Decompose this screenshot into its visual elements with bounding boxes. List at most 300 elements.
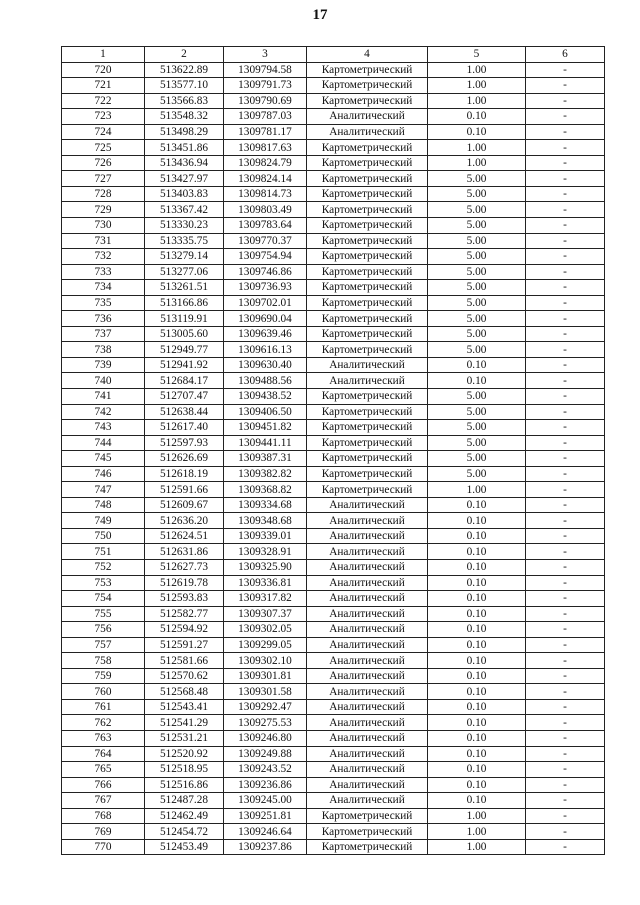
cell-y-coordinate: 1309814.73: [224, 186, 307, 202]
cell-note: -: [526, 668, 605, 684]
cell-method: Аналитический: [307, 668, 428, 684]
cell-method: Аналитический: [307, 109, 428, 125]
cell-point-number: 727: [62, 171, 145, 187]
cell-note: -: [526, 497, 605, 513]
cell-note: -: [526, 404, 605, 420]
table-row: [62, 731, 605, 747]
cell-note: -: [526, 482, 605, 498]
cell-point-number: 770: [62, 839, 145, 855]
cell-point-number: 750: [62, 528, 145, 544]
cell-accuracy: 1.00: [428, 808, 526, 824]
cell-point-number: 759: [62, 668, 145, 684]
cell-accuracy: 1.00: [428, 93, 526, 109]
cell-point-number: 763: [62, 731, 145, 747]
cell-note: -: [526, 637, 605, 653]
cell-note: -: [526, 280, 605, 296]
cell-note: -: [526, 186, 605, 202]
cell-point-number: 721: [62, 78, 145, 94]
cell-point-number: 764: [62, 746, 145, 762]
cell-method: Аналитический: [307, 528, 428, 544]
table-row: [62, 560, 605, 576]
cell-method: Аналитический: [307, 497, 428, 513]
table-row: [62, 93, 605, 109]
cell-method: Аналитический: [307, 637, 428, 653]
cell-point-number: 726: [62, 155, 145, 171]
cell-accuracy: 0.10: [428, 793, 526, 809]
cell-method: Аналитический: [307, 357, 428, 373]
cell-point-number: 760: [62, 684, 145, 700]
cell-accuracy: 0.10: [428, 762, 526, 778]
table-row: [62, 793, 605, 809]
cell-x-coordinate: 512568.48: [145, 684, 224, 700]
cell-note: -: [526, 606, 605, 622]
cell-y-coordinate: 1309387.31: [224, 451, 307, 467]
cell-accuracy: 0.10: [428, 560, 526, 576]
cell-y-coordinate: 1309237.86: [224, 839, 307, 855]
cell-accuracy: 5.00: [428, 404, 526, 420]
cell-note: -: [526, 78, 605, 94]
cell-accuracy: 5.00: [428, 233, 526, 249]
cell-method: Картометрический: [307, 466, 428, 482]
cell-note: -: [526, 808, 605, 824]
cell-x-coordinate: 512516.86: [145, 777, 224, 793]
cell-x-coordinate: 512581.66: [145, 653, 224, 669]
cell-note: -: [526, 342, 605, 358]
table-row: [62, 715, 605, 731]
cell-accuracy: 0.10: [428, 544, 526, 560]
cell-y-coordinate: 1309336.81: [224, 575, 307, 591]
cell-note: -: [526, 684, 605, 700]
cell-method: Картометрический: [307, 342, 428, 358]
cell-accuracy: 5.00: [428, 435, 526, 451]
table-row: [62, 839, 605, 855]
cell-point-number: 766: [62, 777, 145, 793]
cell-point-number: 754: [62, 591, 145, 607]
cell-y-coordinate: 1309275.53: [224, 715, 307, 731]
cell-point-number: 740: [62, 373, 145, 389]
cell-method: Картометрический: [307, 295, 428, 311]
table-row: [62, 435, 605, 451]
cell-y-coordinate: 1309339.01: [224, 528, 307, 544]
cell-accuracy: 0.10: [428, 653, 526, 669]
cell-y-coordinate: 1309236.86: [224, 777, 307, 793]
cell-y-coordinate: 1309292.47: [224, 699, 307, 715]
cell-accuracy: 5.00: [428, 186, 526, 202]
cell-y-coordinate: 1309334.68: [224, 497, 307, 513]
cell-point-number: 730: [62, 217, 145, 233]
cell-note: -: [526, 653, 605, 669]
cell-y-coordinate: 1309246.64: [224, 824, 307, 840]
cell-x-coordinate: 513622.89: [145, 62, 224, 78]
table-row: [62, 155, 605, 171]
cell-y-coordinate: 1309438.52: [224, 388, 307, 404]
table-body: [62, 62, 605, 855]
cell-note: -: [526, 777, 605, 793]
cell-x-coordinate: 512949.77: [145, 342, 224, 358]
cell-note: -: [526, 388, 605, 404]
cell-method: Аналитический: [307, 575, 428, 591]
cell-accuracy: 5.00: [428, 388, 526, 404]
cell-x-coordinate: 513451.86: [145, 140, 224, 156]
cell-accuracy: 0.10: [428, 575, 526, 591]
table-row: [62, 217, 605, 233]
cell-note: -: [526, 140, 605, 156]
cell-accuracy: 5.00: [428, 280, 526, 296]
cell-point-number: 743: [62, 420, 145, 436]
coordinates-table: [61, 46, 605, 855]
cell-x-coordinate: 512543.41: [145, 699, 224, 715]
table-row: [62, 202, 605, 218]
cell-accuracy: 5.00: [428, 264, 526, 280]
cell-y-coordinate: 1309702.01: [224, 295, 307, 311]
cell-accuracy: 5.00: [428, 171, 526, 187]
cell-point-number: 737: [62, 326, 145, 342]
table-row: [62, 62, 605, 78]
cell-note: -: [526, 699, 605, 715]
cell-y-coordinate: 1309824.14: [224, 171, 307, 187]
cell-y-coordinate: 1309251.81: [224, 808, 307, 824]
cell-point-number: 758: [62, 653, 145, 669]
cell-y-coordinate: 1309302.05: [224, 622, 307, 638]
column-header-x-coordinate: 2: [145, 47, 224, 63]
cell-accuracy: 0.10: [428, 513, 526, 529]
table-row: [62, 186, 605, 202]
cell-x-coordinate: 513548.32: [145, 109, 224, 125]
cell-y-coordinate: 1309794.58: [224, 62, 307, 78]
cell-y-coordinate: 1309783.64: [224, 217, 307, 233]
cell-accuracy: 0.10: [428, 684, 526, 700]
cell-method: Аналитический: [307, 731, 428, 747]
cell-x-coordinate: 512636.20: [145, 513, 224, 529]
cell-x-coordinate: 513566.83: [145, 93, 224, 109]
table-row: [62, 622, 605, 638]
cell-note: -: [526, 373, 605, 389]
cell-accuracy: 0.10: [428, 528, 526, 544]
table-row: [62, 699, 605, 715]
cell-y-coordinate: 1309302.10: [224, 653, 307, 669]
cell-point-number: 725: [62, 140, 145, 156]
cell-method: Аналитический: [307, 124, 428, 140]
cell-point-number: 761: [62, 699, 145, 715]
cell-method: Аналитический: [307, 606, 428, 622]
cell-note: -: [526, 357, 605, 373]
cell-x-coordinate: 512618.19: [145, 466, 224, 482]
table-row: [62, 388, 605, 404]
cell-method: Аналитический: [307, 591, 428, 607]
table-row: [62, 280, 605, 296]
cell-y-coordinate: 1309441.11: [224, 435, 307, 451]
cell-note: -: [526, 93, 605, 109]
table-row: [62, 746, 605, 762]
cell-point-number: 723: [62, 109, 145, 125]
cell-method: Картометрический: [307, 249, 428, 265]
cell-accuracy: 0.10: [428, 497, 526, 513]
cell-point-number: 728: [62, 186, 145, 202]
cell-x-coordinate: 512591.27: [145, 637, 224, 653]
column-header-method: 4: [307, 47, 428, 63]
table-row: [62, 311, 605, 327]
table-row: [62, 295, 605, 311]
table-row: [62, 544, 605, 560]
cell-y-coordinate: 1309328.91: [224, 544, 307, 560]
cell-y-coordinate: 1309317.82: [224, 591, 307, 607]
cell-point-number: 738: [62, 342, 145, 358]
cell-y-coordinate: 1309790.69: [224, 93, 307, 109]
cell-point-number: 756: [62, 622, 145, 638]
cell-x-coordinate: 512638.44: [145, 404, 224, 420]
table-row: [62, 249, 605, 265]
table-row: [62, 497, 605, 513]
cell-note: -: [526, 528, 605, 544]
cell-method: Картометрический: [307, 326, 428, 342]
cell-method: Аналитический: [307, 373, 428, 389]
cell-method: Аналитический: [307, 715, 428, 731]
cell-y-coordinate: 1309249.88: [224, 746, 307, 762]
cell-point-number: 731: [62, 233, 145, 249]
cell-x-coordinate: 513427.97: [145, 171, 224, 187]
cell-point-number: 722: [62, 93, 145, 109]
cell-accuracy: 0.10: [428, 731, 526, 747]
cell-method: Картометрический: [307, 217, 428, 233]
cell-y-coordinate: 1309824.79: [224, 155, 307, 171]
cell-y-coordinate: 1309781.17: [224, 124, 307, 140]
cell-y-coordinate: 1309406.50: [224, 404, 307, 420]
cell-point-number: 739: [62, 357, 145, 373]
cell-point-number: 729: [62, 202, 145, 218]
cell-point-number: 732: [62, 249, 145, 265]
cell-accuracy: 0.10: [428, 637, 526, 653]
table-row: [62, 606, 605, 622]
cell-note: -: [526, 622, 605, 638]
table-row: [62, 124, 605, 140]
cell-note: -: [526, 233, 605, 249]
cell-note: -: [526, 326, 605, 342]
cell-note: -: [526, 762, 605, 778]
cell-note: -: [526, 591, 605, 607]
cell-x-coordinate: 512684.17: [145, 373, 224, 389]
cell-accuracy: 0.10: [428, 715, 526, 731]
cell-point-number: 752: [62, 560, 145, 576]
cell-accuracy: 5.00: [428, 295, 526, 311]
table-row: [62, 808, 605, 824]
cell-x-coordinate: 513403.83: [145, 186, 224, 202]
cell-y-coordinate: 1309639.46: [224, 326, 307, 342]
cell-point-number: 762: [62, 715, 145, 731]
cell-note: -: [526, 544, 605, 560]
cell-note: -: [526, 217, 605, 233]
cell-y-coordinate: 1309791.73: [224, 78, 307, 94]
cell-y-coordinate: 1309301.58: [224, 684, 307, 700]
cell-method: Картометрический: [307, 808, 428, 824]
cell-y-coordinate: 1309382.82: [224, 466, 307, 482]
cell-y-coordinate: 1309787.03: [224, 109, 307, 125]
cell-y-coordinate: 1309243.52: [224, 762, 307, 778]
cell-point-number: 744: [62, 435, 145, 451]
table-row: [62, 824, 605, 840]
cell-note: -: [526, 311, 605, 327]
cell-x-coordinate: 512518.95: [145, 762, 224, 778]
cell-method: Аналитический: [307, 622, 428, 638]
cell-method: Картометрический: [307, 388, 428, 404]
cell-accuracy: 5.00: [428, 311, 526, 327]
cell-accuracy: 1.00: [428, 140, 526, 156]
cell-method: Картометрический: [307, 202, 428, 218]
cell-y-coordinate: 1309307.37: [224, 606, 307, 622]
table-row: [62, 420, 605, 436]
cell-x-coordinate: 512707.47: [145, 388, 224, 404]
cell-method: Картометрический: [307, 824, 428, 840]
table-row: [62, 171, 605, 187]
cell-accuracy: 1.00: [428, 482, 526, 498]
cell-accuracy: 0.10: [428, 124, 526, 140]
table-row: [62, 668, 605, 684]
cell-note: -: [526, 746, 605, 762]
cell-method: Картометрический: [307, 233, 428, 249]
cell-method: Картометрический: [307, 311, 428, 327]
cell-point-number: 765: [62, 762, 145, 778]
cell-method: Аналитический: [307, 684, 428, 700]
cell-y-coordinate: 1309817.63: [224, 140, 307, 156]
cell-x-coordinate: 512594.92: [145, 622, 224, 638]
table-row: [62, 513, 605, 529]
cell-note: -: [526, 62, 605, 78]
table-row: [62, 466, 605, 482]
cell-x-coordinate: 513166.86: [145, 295, 224, 311]
cell-method: Аналитический: [307, 746, 428, 762]
cell-x-coordinate: 512453.49: [145, 839, 224, 855]
cell-point-number: 724: [62, 124, 145, 140]
cell-x-coordinate: 512593.83: [145, 591, 224, 607]
cell-y-coordinate: 1309299.05: [224, 637, 307, 653]
cell-note: -: [526, 824, 605, 840]
cell-method: Аналитический: [307, 653, 428, 669]
cell-note: -: [526, 155, 605, 171]
cell-note: -: [526, 839, 605, 855]
page-number: 17: [312, 7, 328, 23]
table-row: [62, 684, 605, 700]
cell-accuracy: 5.00: [428, 342, 526, 358]
column-header-note: 6: [526, 47, 605, 63]
table-row: [62, 373, 605, 389]
cell-x-coordinate: 513436.94: [145, 155, 224, 171]
cell-accuracy: 1.00: [428, 824, 526, 840]
table-row: [62, 342, 605, 358]
table-row: [62, 264, 605, 280]
cell-note: -: [526, 420, 605, 436]
cell-point-number: 757: [62, 637, 145, 653]
cell-point-number: 745: [62, 451, 145, 467]
table-row: [62, 404, 605, 420]
cell-method: Аналитический: [307, 544, 428, 560]
column-header-y-coordinate: 3: [224, 47, 307, 63]
cell-method: Аналитический: [307, 777, 428, 793]
cell-y-coordinate: 1309690.04: [224, 311, 307, 327]
cell-y-coordinate: 1309245.00: [224, 793, 307, 809]
cell-x-coordinate: 512462.49: [145, 808, 224, 824]
cell-x-coordinate: 512520.92: [145, 746, 224, 762]
cell-note: -: [526, 466, 605, 482]
cell-y-coordinate: 1309451.82: [224, 420, 307, 436]
cell-y-coordinate: 1309616.13: [224, 342, 307, 358]
cell-point-number: 720: [62, 62, 145, 78]
cell-x-coordinate: 513261.51: [145, 280, 224, 296]
cell-y-coordinate: 1309630.40: [224, 357, 307, 373]
cell-method: Картометрический: [307, 420, 428, 436]
table-row: [62, 591, 605, 607]
cell-x-coordinate: 512570.62: [145, 668, 224, 684]
cell-accuracy: 0.10: [428, 746, 526, 762]
cell-x-coordinate: 512627.73: [145, 560, 224, 576]
cell-accuracy: 0.10: [428, 373, 526, 389]
cell-x-coordinate: 512617.40: [145, 420, 224, 436]
cell-point-number: 747: [62, 482, 145, 498]
cell-note: -: [526, 249, 605, 265]
cell-accuracy: 5.00: [428, 202, 526, 218]
cell-method: Картометрический: [307, 93, 428, 109]
cell-x-coordinate: 512941.92: [145, 357, 224, 373]
cell-accuracy: 0.10: [428, 622, 526, 638]
cell-note: -: [526, 575, 605, 591]
cell-accuracy: 0.10: [428, 699, 526, 715]
cell-x-coordinate: 513335.75: [145, 233, 224, 249]
cell-method: Картометрический: [307, 78, 428, 94]
cell-method: Картометрический: [307, 451, 428, 467]
cell-y-coordinate: 1309301.81: [224, 668, 307, 684]
cell-method: Картометрический: [307, 171, 428, 187]
cell-x-coordinate: 512591.66: [145, 482, 224, 498]
cell-x-coordinate: 513498.29: [145, 124, 224, 140]
cell-accuracy: 1.00: [428, 839, 526, 855]
cell-x-coordinate: 512626.69: [145, 451, 224, 467]
cell-method: Аналитический: [307, 699, 428, 715]
table-row: [62, 637, 605, 653]
cell-y-coordinate: 1309348.68: [224, 513, 307, 529]
cell-accuracy: 5.00: [428, 249, 526, 265]
cell-point-number: 753: [62, 575, 145, 591]
cell-point-number: 755: [62, 606, 145, 622]
cell-method: Картометрический: [307, 435, 428, 451]
cell-method: Картометрический: [307, 482, 428, 498]
cell-y-coordinate: 1309246.80: [224, 731, 307, 747]
cell-accuracy: 0.10: [428, 668, 526, 684]
cell-note: -: [526, 435, 605, 451]
cell-method: Картометрический: [307, 155, 428, 171]
cell-y-coordinate: 1309770.37: [224, 233, 307, 249]
cell-note: -: [526, 202, 605, 218]
cell-point-number: 746: [62, 466, 145, 482]
table-row: [62, 326, 605, 342]
column-header-point-number: 1: [62, 47, 145, 63]
cell-point-number: 735: [62, 295, 145, 311]
cell-note: -: [526, 451, 605, 467]
table-row: [62, 140, 605, 156]
table-row: [62, 653, 605, 669]
cell-x-coordinate: 513279.14: [145, 249, 224, 265]
cell-method: Картометрический: [307, 140, 428, 156]
table-row: [62, 78, 605, 94]
cell-x-coordinate: 512609.67: [145, 497, 224, 513]
cell-y-coordinate: 1309746.86: [224, 264, 307, 280]
table-row: [62, 482, 605, 498]
cell-accuracy: 0.10: [428, 109, 526, 125]
cell-x-coordinate: 513277.06: [145, 264, 224, 280]
table-row: [62, 575, 605, 591]
column-header-accuracy: 5: [428, 47, 526, 63]
cell-accuracy: 5.00: [428, 217, 526, 233]
cell-note: -: [526, 124, 605, 140]
table-row: [62, 451, 605, 467]
table-row: [62, 762, 605, 778]
